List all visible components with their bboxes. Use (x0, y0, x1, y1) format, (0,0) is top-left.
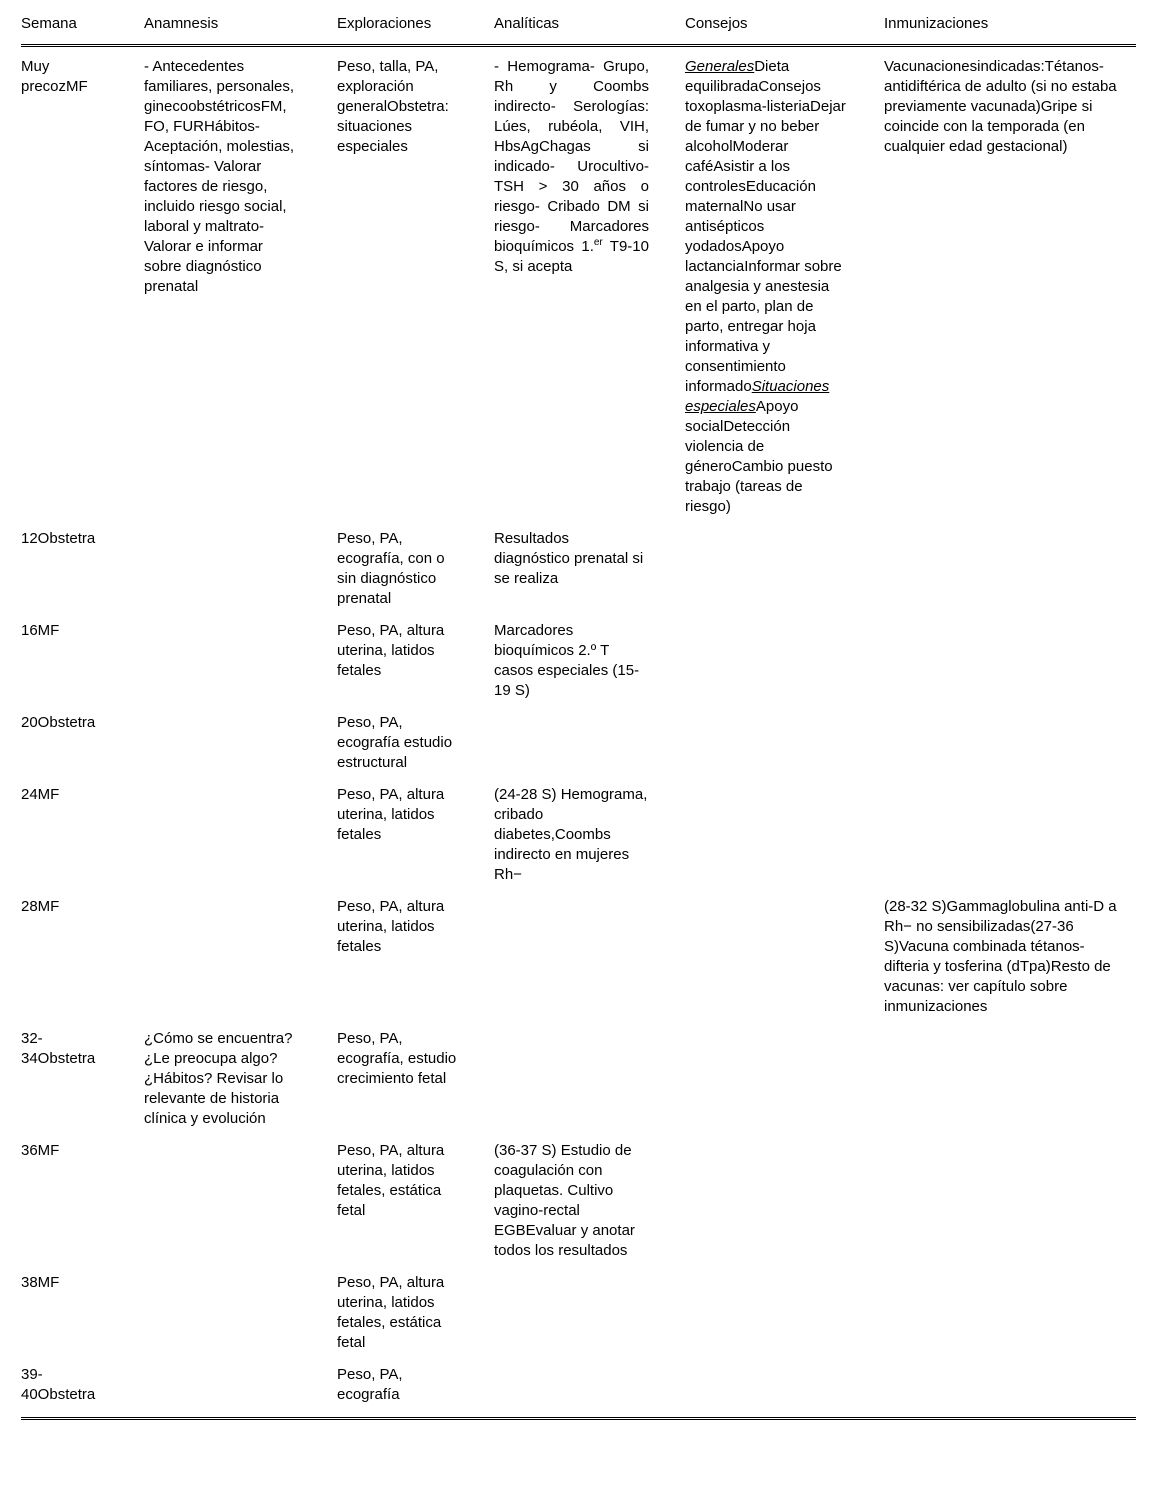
cell-exploraciones: Peso, PA, altura uterina, latidos fetales (337, 786, 445, 843)
cell-analiticas (494, 1273, 685, 1365)
cell-anamnesis (144, 897, 337, 1029)
cell-anamnesis: - Antecedentes familiares, personales, ginecoobstétricosFM, FO, FURHábitos- Aceptación, molestias, síntomas- Valorar factores de riesgo, incluido riesgo social, laboral y maltrato- Valorar e informar sobre diagnóstico prenatal (144, 58, 295, 295)
cell-anamnesis (144, 1273, 337, 1365)
cell-inmunizaciones (884, 1273, 1136, 1365)
table-row-39-40 (21, 1365, 1136, 1419)
consejos-generales-heading: Generales (685, 58, 755, 75)
analiticas-text-post: T9-10 S, si acepta (494, 238, 649, 275)
cell-semana: 20Obstetra (21, 714, 96, 731)
cell-consejos (685, 897, 884, 1029)
cell-consejos (685, 713, 884, 785)
col-header-analiticas: Analíticas (494, 14, 685, 46)
cell-semana: 28MF (21, 898, 60, 915)
cell-anamnesis (144, 1141, 337, 1273)
cell-exploraciones: Peso, talla, PA, exploración generalObstetra: situaciones especiales (337, 58, 449, 155)
cell-consejos (685, 1029, 884, 1141)
header-row (21, 14, 1136, 46)
col-header-exploraciones: Exploraciones (337, 14, 494, 46)
cell-semana: 16MF (21, 622, 60, 639)
cell-consejos (685, 1365, 884, 1419)
consejos-situaciones-heading: Situaciones especiales (685, 378, 830, 415)
col-header-consejos: Consejos (685, 14, 884, 46)
cell-anamnesis (144, 785, 337, 897)
table-row-16 (21, 621, 1136, 713)
consejos-situaciones-text: Apoyo socialDetección violencia de géneroCambio puesto trabajo (tareas de riesgo) (685, 398, 833, 515)
cell-semana: 12Obstetra (21, 530, 96, 547)
analiticas-text-pre: - Hemograma- Grupo, Rh y Coombs indirecto- Serologías: Lúes, rubéola, VIH, HbsAgChagas si indicado- Urocultivo- TSH > 30 años o riesgo- Cribado DM si riesgo- Marcadores bioquímicos 1. (494, 58, 649, 255)
cell-exploraciones: Peso, PA, altura uterina, latidos fetales, estática fetal (337, 1274, 445, 1351)
table-row-12 (21, 529, 1136, 621)
ordinal-superscript: er (593, 237, 603, 248)
cell-consejos (685, 1141, 884, 1273)
cell-inmunizaciones (884, 785, 1136, 897)
cell-analiticas (494, 713, 685, 785)
cell-consejos (685, 1273, 884, 1365)
cell-analiticas (494, 897, 685, 1029)
col-header-semana: Semana (21, 14, 144, 46)
cell-exploraciones: Peso, PA, altura uterina, latidos fetales, estática fetal (337, 1142, 445, 1219)
cell-inmunizaciones (884, 529, 1136, 621)
prenatal-schedule-table (21, 14, 1136, 1420)
table-row-38 (21, 1273, 1136, 1365)
cell-anamnesis (144, 621, 337, 713)
col-header-inmunizaciones: Inmunizaciones (884, 14, 1136, 46)
cell-analiticas (494, 46, 685, 530)
cell-consejos (685, 621, 884, 713)
cell-consejos (685, 785, 884, 897)
table-row-36 (21, 1141, 1136, 1273)
cell-semana: 32-34Obstetra (21, 1030, 96, 1067)
table-row-20 (21, 713, 1136, 785)
cell-analiticas (494, 1365, 685, 1419)
col-header-anamnesis: Anamnesis (144, 14, 337, 46)
cell-exploraciones: Peso, PA, ecografía, con o sin diagnóstico prenatal (337, 530, 445, 607)
cell-inmunizaciones (884, 713, 1136, 785)
cell-inmunizaciones (884, 1029, 1136, 1141)
consejos-generales-text: Dieta equilibradaConsejos toxoplasma-listeriaDejar de fumar y no beber alcoholModerar caféAsistir a los controlesEducación maternalNo usar antisépticos yodadosApoyo lactanciaInformar sobre analgesia y anestesia en el parto, plan de parto, entregar hoja informativa y consentimiento informado (685, 58, 846, 395)
cell-analiticas: (36-37 S) Estudio de coagulación con plaquetas. Cultivo vagino-rectal EGBEvaluar y anotar todos los resultados (494, 1142, 635, 1259)
cell-consejos (685, 46, 884, 530)
cell-exploraciones: Peso, PA, ecografía (337, 1366, 403, 1403)
cell-semana: 38MF (21, 1274, 60, 1291)
cell-anamnesis (144, 1365, 337, 1419)
table-row-24 (21, 785, 1136, 897)
cell-exploraciones: Peso, PA, altura uterina, latidos fetales (337, 622, 445, 679)
cell-exploraciones: Peso, PA, ecografía, estudio crecimiento fetal (337, 1030, 457, 1087)
table-row-muy-precoz (21, 46, 1136, 530)
cell-inmunizaciones: Vacunacionesindicadas:Tétanos-antidiftérica de adulto (si no estaba previamente vacunada)Gripe si coincide con la temporada (en cualquier edad gestacional) (884, 58, 1117, 155)
cell-anamnesis (144, 713, 337, 785)
cell-inmunizaciones (884, 1141, 1136, 1273)
cell-semana: 24MF (21, 786, 60, 803)
cell-exploraciones: Peso, PA, ecografía estudio estructural (337, 714, 453, 771)
cell-inmunizaciones: (28-32 S)Gammaglobulina anti-D a Rh− no sensibilizadas(27-36 S)Vacuna combinada tétanos-difteria y tosferina (dTpa)Resto de vacunas: ver capítulo sobre inmunizaciones (884, 898, 1117, 1015)
cell-analiticas: Marcadores bioquímicos 2.º T casos especiales (15-19 S) (494, 622, 640, 699)
cell-semana: 36MF (21, 1142, 60, 1159)
cell-analiticas (494, 1029, 685, 1141)
cell-analiticas: (24-28 S) Hemograma, cribado diabetes,Coombs indirecto en mujeres Rh− (494, 786, 648, 883)
cell-consejos (685, 529, 884, 621)
cell-semana: Muy precozMF (21, 58, 88, 95)
cell-inmunizaciones (884, 1365, 1136, 1419)
cell-inmunizaciones (884, 621, 1136, 713)
cell-semana: 39-40Obstetra (21, 1366, 96, 1403)
cell-exploraciones: Peso, PA, altura uterina, latidos fetales (337, 898, 445, 955)
cell-analiticas: Resultados diagnóstico prenatal si se realiza (494, 530, 644, 587)
cell-anamnesis: ¿Cómo se encuentra?¿Le preocupa algo?¿Hábitos? Revisar lo relevante de historia clínica y evolución (144, 1030, 293, 1127)
table-row-28 (21, 897, 1136, 1029)
table-row-32-34 (21, 1029, 1136, 1141)
cell-anamnesis (144, 529, 337, 621)
